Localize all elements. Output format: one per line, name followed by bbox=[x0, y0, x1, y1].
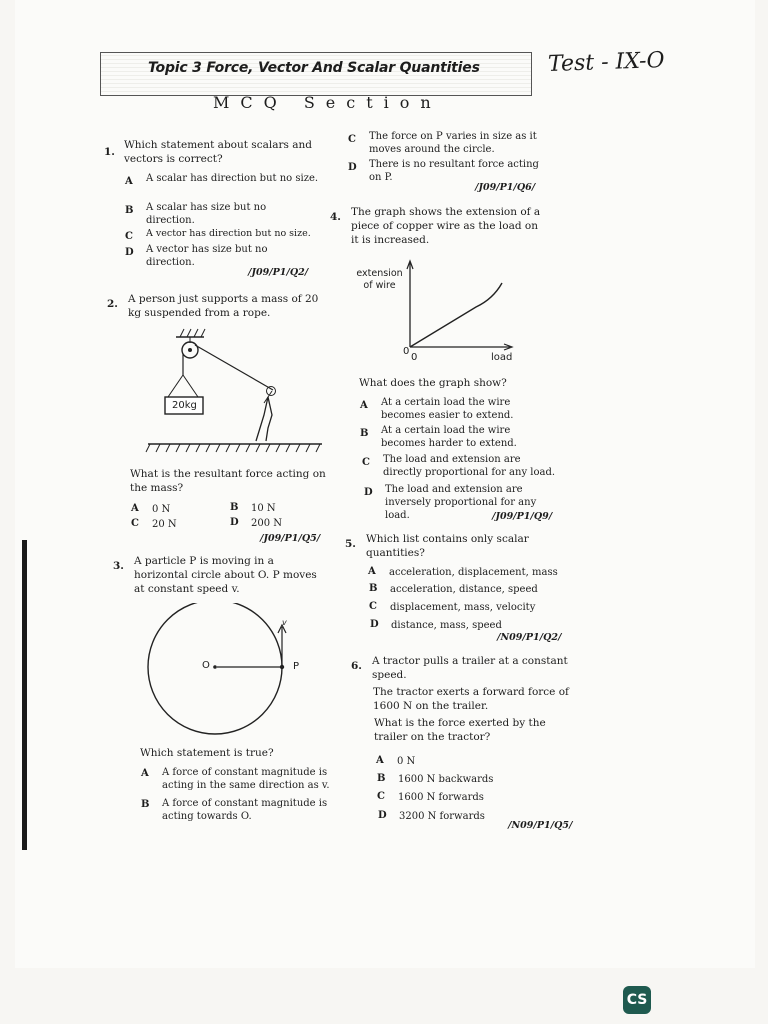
question-text-continued: The tractor exerts a forward force of 1600 N on the trailer. bbox=[373, 686, 569, 712]
page-title: Topic 3 Force, Vector And Scalar Quantities bbox=[148, 60, 480, 76]
option-text: acceleration, displacement, mass bbox=[389, 567, 558, 578]
question-number: 2. bbox=[107, 298, 118, 310]
option-text: 20 N bbox=[152, 519, 177, 530]
option-letter: B bbox=[230, 502, 239, 513]
option-text: A vector has size but no direction. bbox=[146, 244, 268, 268]
question-text: A particle P is moving in a horizontal circle about O. P moves at constant speed v. bbox=[134, 555, 317, 595]
option-letter: D bbox=[370, 619, 379, 630]
option-letter: B bbox=[125, 205, 134, 216]
option-letter: D bbox=[230, 517, 239, 528]
option-text: 0 N bbox=[152, 504, 171, 515]
option-letter: D bbox=[348, 162, 357, 173]
option-text: distance, mass, speed bbox=[391, 620, 502, 631]
question-reference: /J09/P1/Q9/ bbox=[492, 511, 553, 522]
option-text: 1600 N backwards bbox=[398, 774, 494, 785]
option-letter: B bbox=[369, 583, 378, 594]
question-text: Which list contains only scalar quantities? bbox=[366, 533, 529, 559]
extension-load-graph bbox=[398, 255, 518, 355]
option-letter: A bbox=[125, 176, 133, 187]
option-text: The force on P varies in size as it moves around the circle. bbox=[369, 131, 537, 155]
option-letter: C bbox=[377, 791, 385, 802]
option-text: displacement, mass, velocity bbox=[390, 602, 536, 613]
question-number: 4. bbox=[330, 211, 341, 223]
graph-x-origin: 0 bbox=[411, 352, 418, 363]
question-prompt: What does the graph show? bbox=[359, 377, 507, 389]
handwritten-note: Test - IX-O bbox=[547, 47, 665, 78]
option-text: At a certain load the wire becomes harder to extend. bbox=[381, 425, 517, 449]
option-letter: B bbox=[377, 773, 386, 784]
camscanner-logo: CS bbox=[623, 986, 651, 1014]
question-text: Which statement about scalars and vectors is correct? bbox=[124, 139, 312, 165]
option-letter: C bbox=[369, 601, 377, 612]
circle-diagram bbox=[140, 603, 320, 743]
option-text: At a certain load the wire becomes easier to extend. bbox=[381, 397, 514, 421]
option-letter: A bbox=[360, 400, 368, 411]
velocity-label: v bbox=[282, 618, 287, 627]
option-text: 1600 N forwards bbox=[398, 792, 484, 803]
question-number: 1. bbox=[104, 146, 115, 158]
option-letter: B bbox=[141, 799, 150, 810]
option-text: A scalar has direction but no size. bbox=[146, 173, 319, 184]
graph-y-label: extension of wire bbox=[356, 268, 403, 291]
question-text: A person just supports a mass of 20 kg suspended from a rope. bbox=[128, 293, 319, 319]
question-prompt: What is the resultant force acting on the mass? bbox=[130, 468, 326, 494]
option-letter: D bbox=[364, 487, 373, 498]
question-number: 5. bbox=[345, 538, 356, 550]
option-text: The load and extension are directly proportional for any load. bbox=[383, 454, 556, 478]
option-text: 3200 N forwards bbox=[399, 811, 485, 822]
option-text: A force of constant magnitude is acting in the same direction as v. bbox=[162, 767, 330, 791]
option-text: 200 N bbox=[251, 518, 283, 529]
option-letter: D bbox=[378, 810, 387, 821]
question-reference: /J09/P1/Q2/ bbox=[248, 267, 309, 278]
option-letter: C bbox=[131, 518, 139, 529]
option-letter: D bbox=[125, 247, 134, 258]
question-reference: /N09/P1/Q2/ bbox=[497, 632, 562, 643]
option-text: A scalar has size but no direction. bbox=[146, 202, 267, 226]
option-text: A vector has direction but no size. bbox=[146, 228, 311, 239]
graph-x-label: load bbox=[491, 352, 513, 363]
graph-y-origin: 0 bbox=[403, 346, 410, 357]
option-letter: A bbox=[141, 768, 149, 779]
option-letter: A bbox=[131, 503, 139, 514]
option-letter: C bbox=[362, 457, 370, 468]
option-letter: C bbox=[348, 134, 356, 145]
option-text: acceleration, distance, speed bbox=[390, 584, 538, 595]
option-text: The load and extension are inversely proportional for any load. bbox=[385, 484, 537, 521]
question-text: The graph shows the extension of a piece of copper wire as the load on it is increased. bbox=[351, 206, 541, 246]
question-number: 3. bbox=[113, 560, 124, 572]
question-reference: /J09/P1/Q6/ bbox=[475, 182, 536, 193]
option-letter: A bbox=[368, 566, 376, 577]
question-reference: /J09/P1/Q5/ bbox=[260, 533, 321, 544]
particle-label: P bbox=[293, 661, 300, 672]
pulley-diagram bbox=[140, 325, 330, 460]
option-text: 10 N bbox=[251, 503, 276, 514]
page-subtitle: MCQ Section bbox=[213, 93, 442, 112]
question-number: 6. bbox=[351, 660, 362, 672]
question-text: A tractor pulls a trailer at a constant speed. bbox=[372, 655, 568, 681]
question-prompt: Which statement is true? bbox=[140, 747, 274, 759]
question-reference: /N09/P1/Q5/ bbox=[508, 820, 573, 831]
option-letter: C bbox=[125, 231, 133, 242]
option-text: A force of constant magnitude is acting towards O. bbox=[162, 798, 328, 822]
question-prompt: What is the force exerted by the trailer on the tractor? bbox=[374, 717, 546, 743]
centre-label: O bbox=[202, 660, 210, 671]
binding-edge bbox=[22, 540, 27, 850]
mass-label: 20kg bbox=[172, 400, 197, 411]
option-letter: B bbox=[360, 428, 369, 439]
graph-curve bbox=[410, 283, 502, 347]
option-text: There is no resultant force acting on P. bbox=[369, 159, 539, 183]
option-text: 0 N bbox=[397, 756, 416, 767]
option-letter: A bbox=[376, 755, 384, 766]
